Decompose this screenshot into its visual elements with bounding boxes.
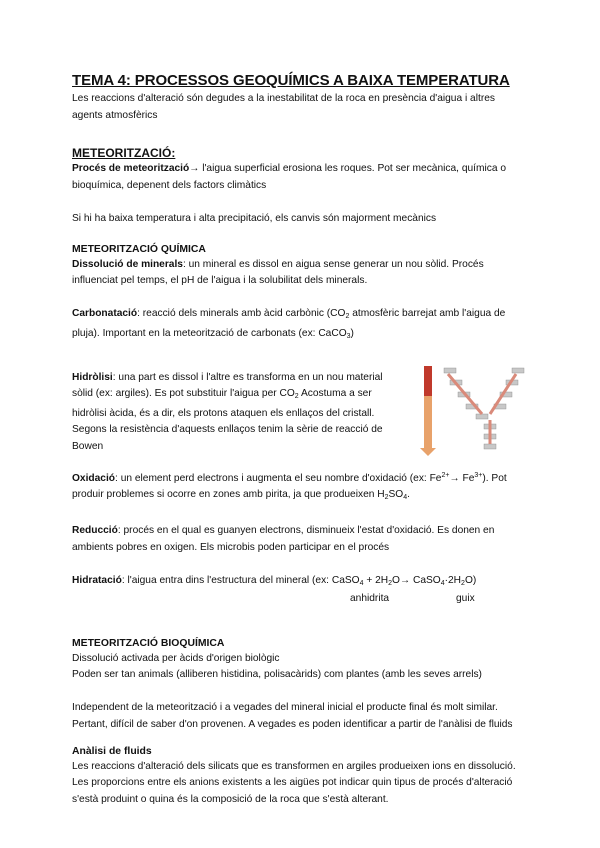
oxidacio-text-1: : un element perd electrons i augmenta el seu nombre d'oxidació (ex: Fe: [115, 472, 442, 484]
heading-meteoritzacio: METEORITZACIÓ:: [72, 146, 176, 161]
reduccio-label: Reducció: [72, 525, 118, 537]
hidratacio-text-1: : l'aigua entra dins l'estructura del mineral (ex: CaSO: [121, 575, 360, 587]
hidrolisi-block: [72, 370, 528, 456]
reduccio-text: : procés en el qual es guanyen electrons, disminueix l'estat d'oxidació. Es donen en ambients pobres en oxigen. Els microbis poden participar en el procés: [72, 525, 495, 553]
carbonatacio-text-2: atmosfèric barrejat amb l'aigua de pluja). Important en la meteorització de carbonats (ex: CaCO: [72, 308, 506, 339]
carbonatacio-sub-1: 2: [345, 313, 350, 321]
oxidacio-text-2: ). Pot produir problemes si ocorre en zones amb pirita, ja que produeixen H: [72, 472, 507, 501]
hidratacio-sub-4: 2: [461, 580, 465, 588]
proces-paragraph: [72, 161, 528, 194]
oxidacio-text-4: .: [407, 489, 410, 501]
heading-analisi-fluids: Anàlisi de fluids: [72, 745, 152, 757]
oxidacio-sub-1: 2: [384, 494, 389, 502]
independent-paragraph: Independent de la meteorització i a vegades del mineral inicial el producte final és molt similar. Pertant, difícil de saber d'on provenen. A vegades es poden identificar a partir de l'anàlisi de fluids: [72, 702, 513, 731]
hidratacio-text-2: + 2H: [363, 575, 389, 587]
hidrolisi-sub: 2: [294, 393, 299, 401]
heading-quimica: METEORITZACIÓ QUÍMICA: [72, 243, 206, 255]
carbonatacio-label: Carbonatació: [72, 308, 138, 320]
hidrolisi-text-1: : una part es dissol i l'altre es transforma en un nou material sòlid (ex: argiles). Es pot substituir l'aigua per CO: [72, 371, 383, 400]
hidratacio-mineral-labels: [72, 593, 528, 609]
dissolucio-text: : un mineral es dissol en aigua sense generar un nou sòlid. Procés influenciat pel temps, el pH de l'aigua i la solubilitat dels minerals.: [72, 258, 484, 287]
carbonatacio-text-1: : reacció dels minerals amb àcid carbònic (CO: [137, 308, 346, 320]
intro-paragraph: Les reaccions d'alteració són degudes a la inestabilitat de la roca en presència d'aigua i altres agents atmosfèrics: [72, 93, 495, 121]
hidrolisi-text-2: Acostuma a ser hidròlisi àcida, és a dir, els protons ataquen els enllaços del cristall. Segons la resistència d'aquests enllaços tenim la sèrie de reacció de Bowen: [72, 388, 383, 452]
oxidacio-sup-1: 2+: [441, 471, 450, 479]
bioquimica-line-1: Dissolució activada per àcids d'origen biològic: [72, 652, 280, 664]
reduccio-paragraph: [72, 523, 528, 556]
hidratacio-sub-1: 4: [359, 580, 364, 588]
guix-label: guix: [456, 592, 475, 604]
bioquimica-line-2: Poden ser tan animals (alliberen histidina, polisacàrids) com plantes (amb les seves arrels): [72, 669, 482, 681]
temperature-arrow-head: [420, 448, 436, 456]
baixa-temp-paragraph: Si hi ha baixa temperatura i alta precipitació, els canvis són majorment mecànics: [72, 212, 437, 224]
carbonatacio-text-3: ): [350, 327, 354, 339]
heading-bioquimica: METEORITZACIÓ BIOQUÍMICA: [72, 637, 225, 649]
oxidacio-sub-2: 4: [403, 494, 408, 502]
fluids-paragraph: Les reaccions d'alteració dels silicats que es transformen en argiles produeixen ions en dissolució. Les proporcions entre els anions existents a les aigües pot indicar quin tipus de procés d'alteració s'està produint o quina és la composició de la roca que s'està alterant.: [72, 760, 516, 805]
proces-text: → l'aigua superficial erosiona les roques. Pot ser mecànica, química o bioquímica, depenent dels factors climàtics: [72, 163, 506, 191]
page-title: TEMA 4: PROCESSOS GEOQUÍMICS A BAIXA TEMPERATURA: [72, 72, 510, 89]
dissolucio-label: Dissolució de minerals: [72, 258, 183, 270]
hidratacio-sub-2: 2: [388, 580, 393, 588]
hidrolisi-label: Hidròlisi: [72, 371, 113, 383]
oxidacio-paragraph: [72, 468, 528, 507]
document-page: [72, 72, 528, 808]
hidratacio-label: Hidratació: [72, 575, 122, 587]
carbonatacio-sub-2: 3: [346, 332, 351, 340]
proces-label: Procés de meteorització: [72, 163, 190, 175]
bowen-series-diagram: [416, 364, 531, 456]
carbonatacio-paragraph: [72, 306, 528, 345]
hidratacio-text-3: O→ CaSO: [392, 575, 441, 587]
hidratacio-paragraph: [72, 573, 528, 593]
oxidacio-label: Oxidació: [72, 472, 116, 484]
dissolucio-paragraph: [72, 257, 528, 290]
temperature-bar-hot: [424, 366, 432, 396]
hidratacio-text-5: O): [464, 575, 477, 587]
hidratacio-sub-3: 4: [440, 580, 445, 588]
oxidacio-sup-2: 3+: [474, 471, 483, 479]
hidrolisi-paragraph: [72, 370, 392, 456]
anhidrita-label: anhidrita: [350, 592, 390, 604]
oxidacio-text-3: SO: [388, 489, 404, 501]
hidratacio-text-4: ·2H: [444, 575, 462, 587]
oxidacio-arrow: → Fe: [449, 472, 475, 484]
